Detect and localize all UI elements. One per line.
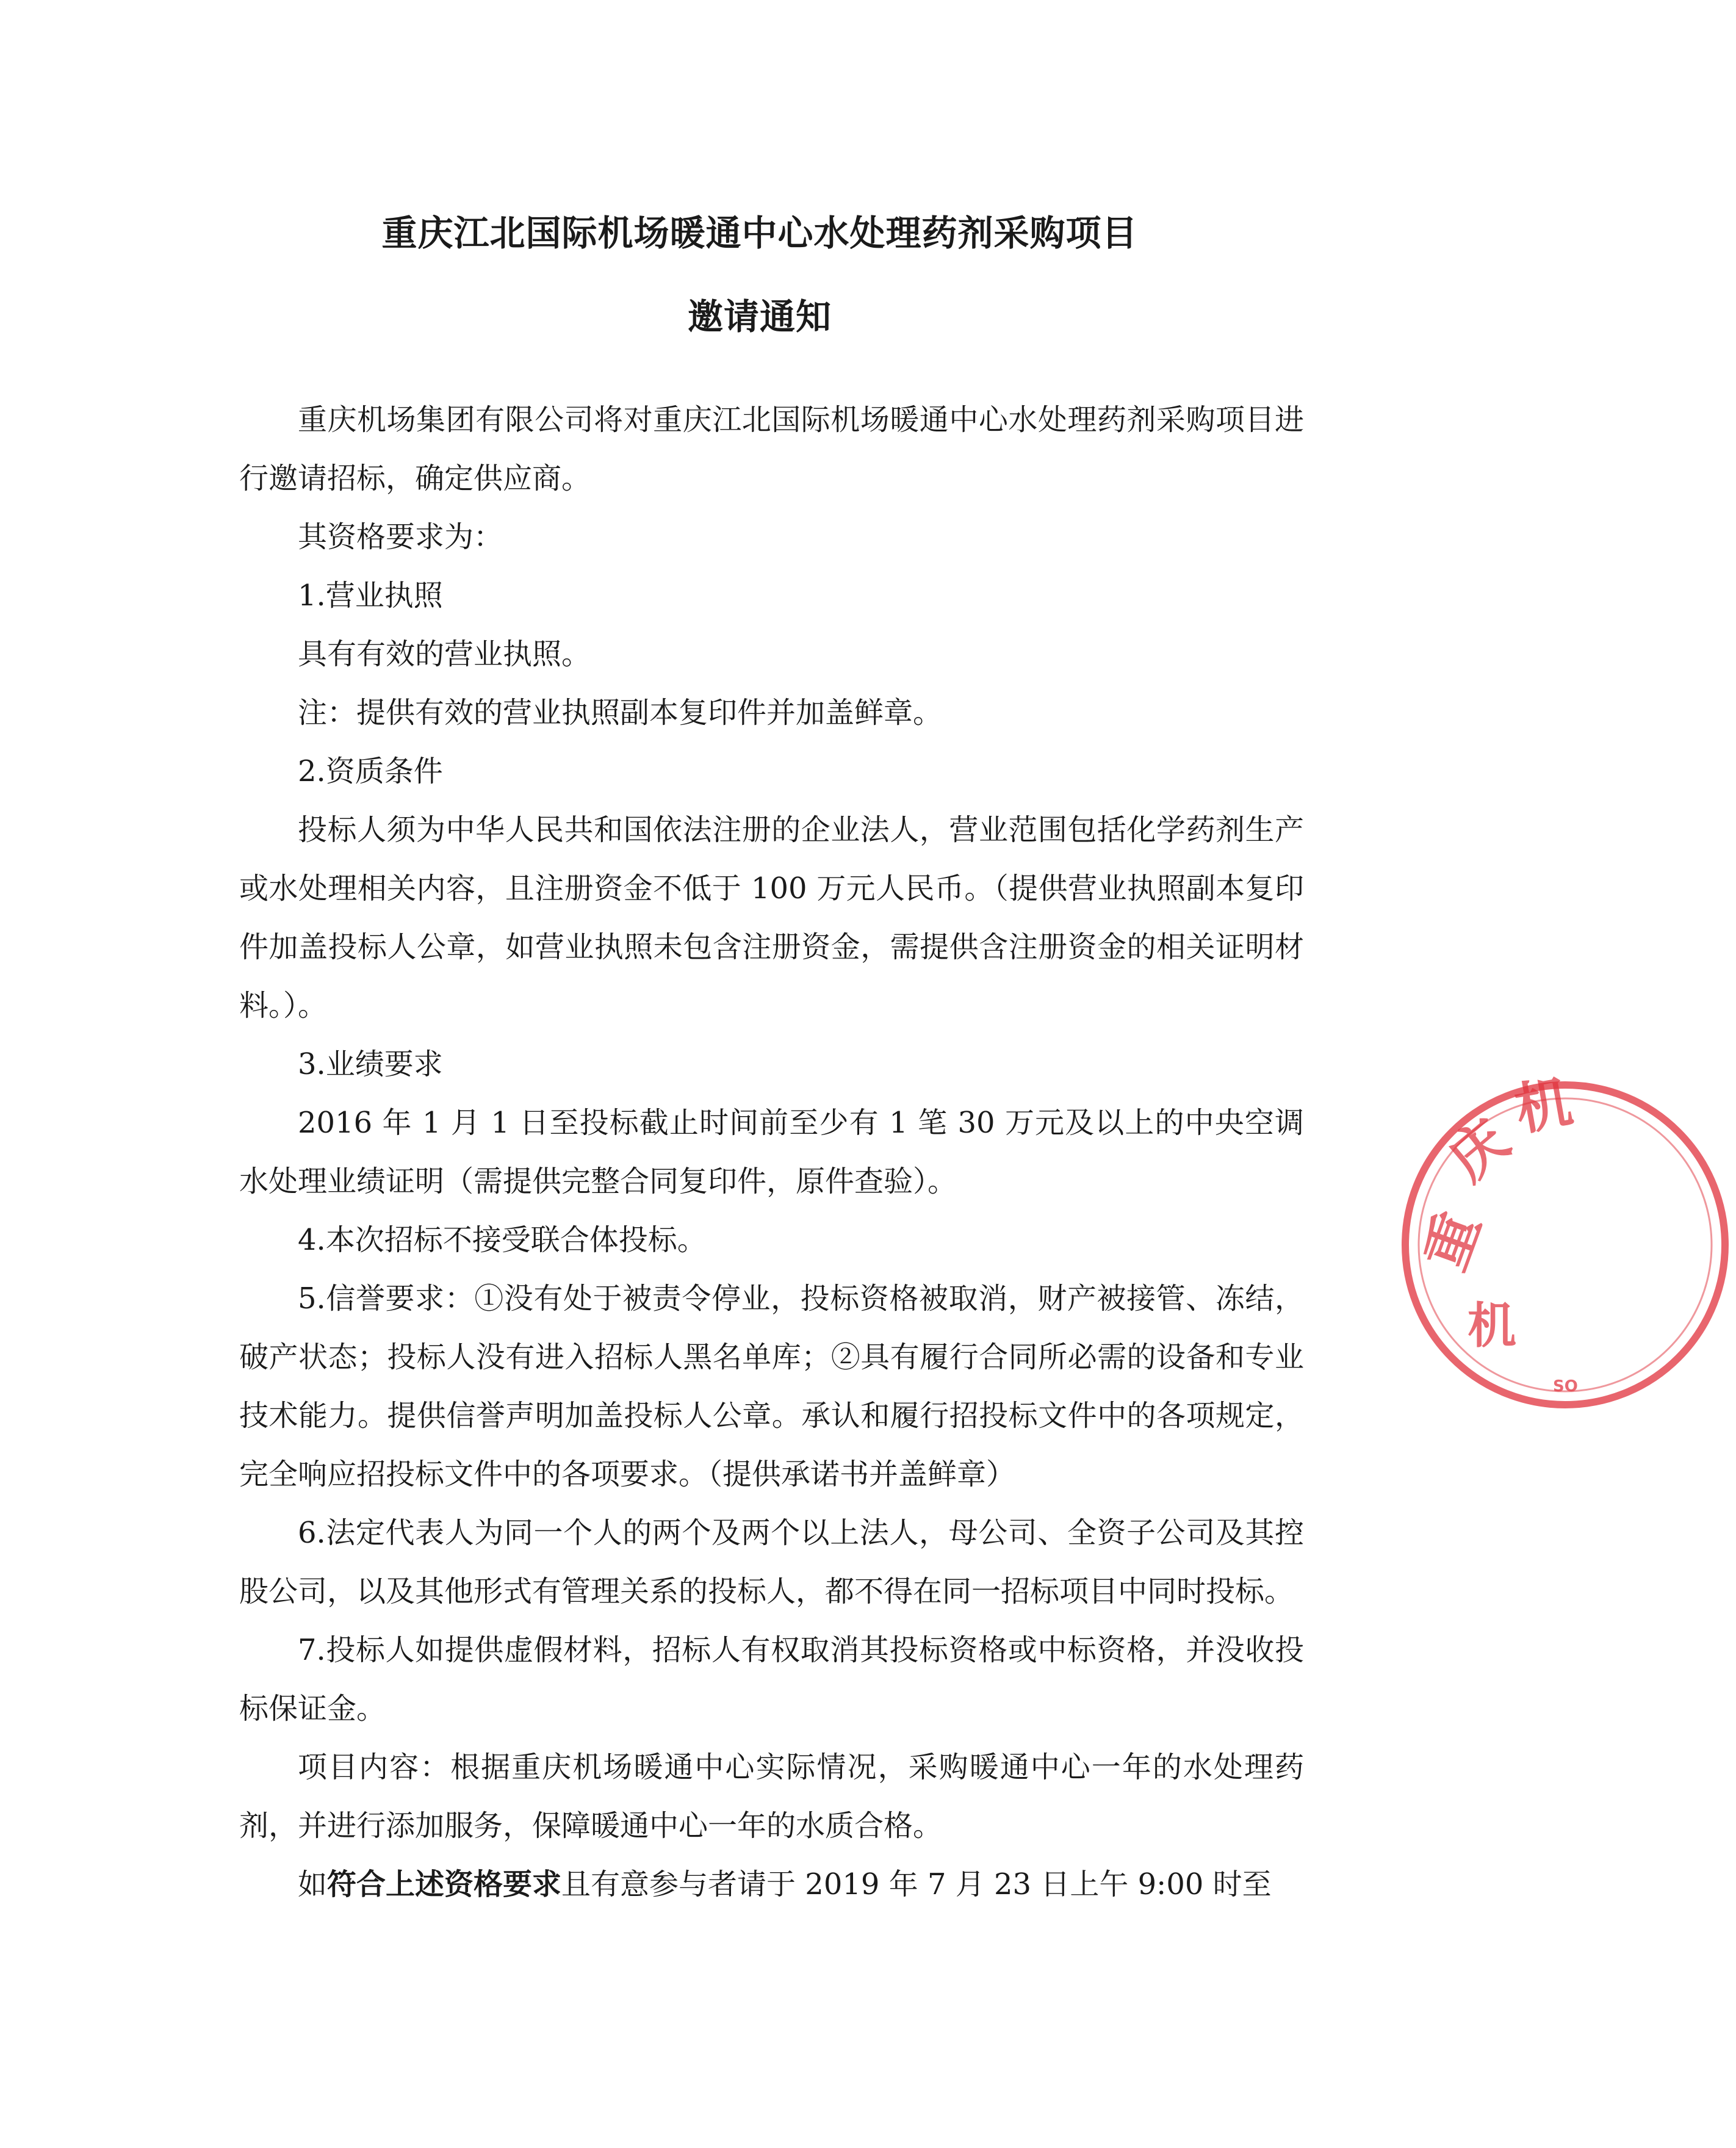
item2-heading: 2.资质条件 — [298, 754, 443, 788]
seal-char-4: 机 — [1468, 1297, 1516, 1354]
item6-paragraph: 6.法定代表人为同一个人的两个及两个以上法人，母公司、全资子公司及其控股公司，以及其他形式有管理关系的投标人，都不得在同一招标项目中同时投标。 — [239, 1516, 1304, 1609]
item1-heading: 1.营业执照 — [298, 578, 443, 613]
company-seal — [1394, 1068, 1736, 1416]
item1-note: 注：提供有效的营业执照副本复印件并加盖鲜章。 — [298, 696, 943, 730]
document-body — [239, 391, 1304, 1914]
item3-text: 2016 年 1 月 1 日至投标截止时间前至少有 1 笔 30 万元及以上的中央空调水处理业绩证明（需提供完整合同复印件，原件查验）。 — [239, 1106, 1304, 1198]
closing-paragraph — [239, 1855, 1304, 1914]
project-content-paragraph: 项目内容：根据重庆机场暖通中心实际情况，采购暖通中心一年的水处理药剂，并进行添加服务，保障暖通中心一年的水质合格。 — [239, 1750, 1304, 1843]
item4-paragraph: 4.本次招标不接受联合体投标。 — [298, 1223, 707, 1257]
item3-heading: 3.业绩要求 — [298, 1047, 443, 1081]
intro-paragraph: 重庆机场集团有限公司将对重庆江北国际机场暖通中心水处理药剂采购项目进行邀请招标，确定供应商。 — [239, 403, 1304, 496]
seal-char-3: 机 — [1510, 1068, 1577, 1144]
document-title-line2: 邀请通知 — [687, 296, 832, 337]
closing-suffix: 且有意参与者请于 2019 年 7 月 23 日上午 9:00 时至 — [561, 1867, 1272, 1901]
item1-text: 具有有效的营业执照。 — [298, 637, 591, 671]
item7-paragraph: 7.投标人如提供虚假材料，招标人有权取消其投标资格或中标资格，并没收投标保证金。 — [239, 1633, 1304, 1726]
item2-text: 投标人须为中华人民共和国依法注册的企业法人，营业范围包括化学药剂生产或水处理相关内容，且注册资金不低于 100 万元人民币。（提供营业执照副本复印件加盖投标人公章，如营业执照未包含注册资金，需提供含注册资金的相关证明材料。）。 — [239, 813, 1304, 1023]
seal-fragment: SO — [1553, 1377, 1578, 1396]
seal-char-1: 重 — [1411, 1203, 1493, 1279]
seal-char-2: 庆 — [1436, 1106, 1522, 1194]
document-title-line1: 重庆江北国际机场暖通中心水处理药剂采购项目 — [381, 212, 1138, 254]
item5-paragraph: 5.信誉要求：①没有处于被责令停业，投标资格被取消，财产被接管、冻结，破产状态；投标人没有进入招标人黑名单库；②具有履行合同所必需的设备和专业技术能力。提供信誉声明加盖投标人公章。承认和履行招投标文件中的各项规定，完全响应招投标文件中的各项要求。（提供承诺书并盖鲜章） — [239, 1281, 1304, 1491]
closing-prefix: 如 — [298, 1867, 328, 1901]
qualification-heading: 其资格要求为： — [298, 520, 503, 554]
closing-emphasis: 符合上述资格要求 — [327, 1867, 562, 1901]
